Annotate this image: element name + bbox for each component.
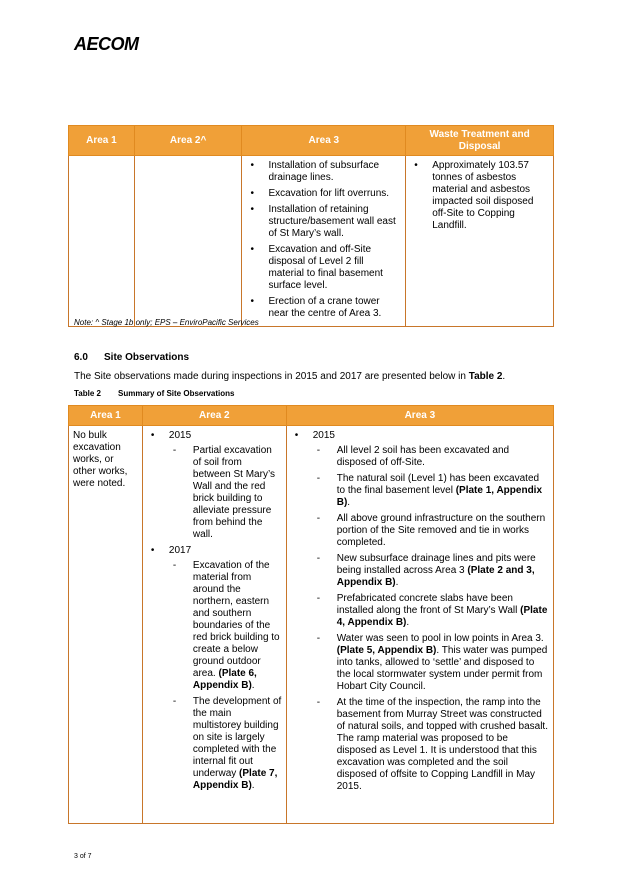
area1-text: No bulk excavation works, or other works, were noted. — [73, 430, 128, 489]
list-item: • Excavation for lift overruns. — [246, 188, 401, 200]
para-end: . — [502, 371, 506, 382]
year-item-2015 — [291, 430, 549, 793]
cell-area3 — [286, 426, 553, 824]
cell-area2 — [142, 426, 286, 824]
list-item: - All level 2 soil has been excavated and disposed of off-Site. — [313, 445, 549, 469]
area2-2017-list — [169, 560, 282, 792]
area2-2015-list — [169, 445, 282, 541]
cell-area2 — [134, 156, 242, 327]
cell-area1 — [69, 426, 143, 824]
waste-list — [410, 160, 549, 232]
col-header-area3: Area 3 — [286, 406, 553, 426]
year-label: 2015 — [168, 430, 192, 441]
list-item: - Water was seen to pool in low points in Area 3. (Plate 5, Appendix B). This water was pumped into tanks, allowed to ‘settle’ and disposed to the local stormwater system under permit from Hobart City Council. — [313, 633, 549, 693]
cell-area3 — [242, 156, 406, 327]
area3-list — [246, 160, 401, 320]
list-item: - The development of the main multistorey building on site is largely completed with the internal fit out underway (Plate 7, Appendix B). — [169, 696, 282, 792]
year-item-2015 — [147, 430, 282, 541]
col-header-waste: Waste Treatment and Disposal — [406, 126, 554, 156]
summary-table — [68, 405, 554, 824]
list-item: - Prefabricated concrete slabs have been installed along the front of St Mary’s Wall (Plate 4, Appendix B). — [313, 593, 549, 629]
list-item: • Erection of a crane tower near the centre of Area 3. — [246, 296, 401, 320]
caption-number: Table 2 — [74, 389, 101, 398]
section-paragraph — [74, 371, 554, 382]
col-header-area1: Area 1 — [69, 126, 135, 156]
list-item: - The natural soil (Level 1) has been excavated to the final basement level (Plate 1, Appendix B). — [313, 473, 549, 509]
caption-title: Summary of Site Observations — [118, 389, 235, 398]
section-heading — [74, 352, 189, 363]
table-note: Note: ^ Stage 1b only; EPS – EnviroPacific Services — [74, 318, 259, 327]
col-header-area2: Area 2 — [142, 406, 286, 426]
cell-area1 — [69, 156, 135, 327]
col-header-area2: Area 2^ — [134, 126, 242, 156]
area3-years — [291, 430, 549, 793]
list-item: • Approximately 103.57 tonnes of asbestos material and asbestos impacted soil disposed off-Site to Copping Landfill. — [410, 160, 549, 232]
section-title: Site Observations — [104, 352, 190, 363]
list-item: - All above ground infrastructure on the southern portion of the Site removed and tie in works completed. — [313, 513, 549, 549]
list-item: - At the time of the inspection, the ramp into the basement from Murray Street was constructed of natural soils, and topped with crushed basalt. The ramp material was proposed to be disposed as Level 1. It is understood that this excavation was completed and the soil disposed of offsite to Copping Landfill in May 2015. — [313, 697, 549, 793]
year-label: 2017 — [168, 545, 192, 556]
para-ref: Table 2 — [468, 371, 503, 382]
section-number: 6.0 — [74, 352, 88, 363]
list-item: - Excavation of the material from around the northern, eastern and southern boundaries of the red brick building to create a below ground outdoor area. (Plate 6, Appendix B). — [169, 560, 282, 692]
list-item: • Installation of subsurface drainage lines. — [246, 160, 401, 184]
col-header-area1: Area 1 — [69, 406, 143, 426]
cell-waste — [406, 156, 554, 327]
para-text: The Site observations made during inspections in 2015 and 2017 are presented below in — [74, 371, 469, 382]
area2-years — [147, 430, 282, 792]
year-label: 2015 — [312, 430, 335, 441]
aecom-logo: AECOM — [74, 34, 139, 54]
list-item: • Installation of retaining structure/basement wall east of St Mary’s wall. — [246, 204, 401, 240]
year-item-2017 — [147, 545, 282, 792]
list-item: - New subsurface drainage lines and pits were being installed across Area 3 (Plate 2 and 3, Appendix B). — [313, 553, 549, 589]
page-number: 3 of 7 — [74, 853, 92, 860]
table-caption — [74, 389, 234, 398]
list-item: - Partial excavation of soil from between St Mary’s Wall and the red brick building to alleviate pressure from behind the wall. — [169, 445, 282, 541]
col-header-area3: Area 3 — [242, 126, 406, 156]
list-item: • Excavation and off-Site disposal of Level 2 fill material to final basement surface level. — [246, 244, 401, 292]
area3-2015-list — [313, 445, 549, 793]
table-continued — [68, 125, 554, 327]
